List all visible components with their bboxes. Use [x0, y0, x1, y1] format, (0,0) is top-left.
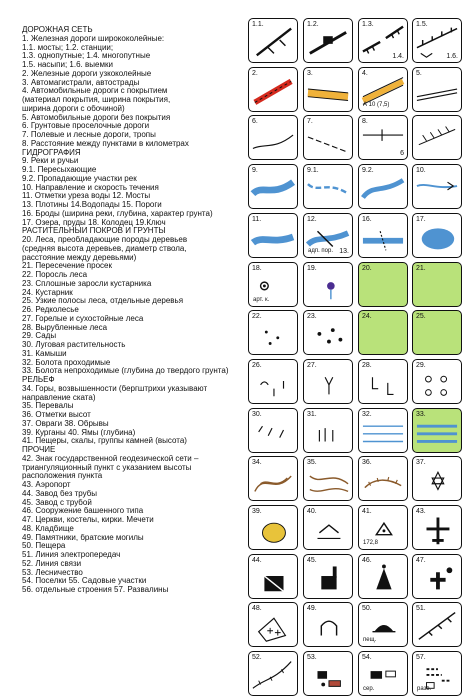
symbol-number: 43. — [416, 508, 426, 515]
symbol-cell — [358, 408, 408, 453]
legend-line: 51. Линия электропередач — [22, 551, 121, 559]
legend-line: 34. Горы, возвышенности (бергштрихи указывают — [22, 384, 208, 393]
legend-line: 10. Направление и скорость течения — [22, 183, 159, 192]
symbol-cell — [412, 310, 462, 355]
symbol-cell — [358, 67, 408, 112]
symbol-number: 1.1. — [252, 21, 264, 28]
symbol-number: 26. — [252, 361, 262, 369]
legend-line: 1. Железная дороги ширококолейные: — [22, 34, 165, 43]
symbol-cell — [248, 67, 298, 112]
symbol-label: разв. — [417, 686, 432, 693]
legend-line: 44. Завод без трубы — [22, 489, 98, 498]
symbol-number: 2. — [252, 69, 258, 77]
symbol-number: 39. — [252, 508, 262, 515]
legend-line: 54. Поселки 55. Садовые участки — [22, 577, 147, 586]
legend-line: 20. Леса, преобладающие породы деревьев — [22, 236, 188, 244]
legend-line: 30. Луговая растительность — [22, 341, 126, 349]
symbol-number: 24. — [362, 313, 372, 321]
symbol-cell — [248, 310, 298, 355]
symbol-number: 23. — [307, 313, 317, 321]
symbol-cell — [303, 18, 353, 63]
symbol-number: 28. — [362, 361, 372, 369]
symbol-cell — [412, 456, 462, 501]
legend-line: 53. Лесничество — [22, 568, 83, 577]
legend-line: 56. отдельные строения 57. Развалины — [22, 586, 169, 594]
symbol-cell — [248, 408, 298, 453]
legend-line: 3. Автомагистрали, автострады — [22, 78, 140, 87]
symbol-cell — [303, 505, 353, 550]
legend-line: 35. Перевалы — [22, 402, 74, 411]
symbol-cell — [412, 602, 462, 647]
symbol-cell — [303, 115, 353, 160]
map-symbol — [413, 116, 461, 159]
symbol-cell — [303, 67, 353, 112]
symbol-number-secondary: 1.4. — [392, 53, 404, 60]
legend-line: 43. Аэропорт — [22, 481, 71, 489]
symbol-cell — [248, 115, 298, 160]
legend-line: 17. Озера, пруды 18. Колодец 19.Ключ — [22, 218, 166, 227]
symbol-cell — [248, 651, 298, 696]
symbol-number: 1.5. — [416, 21, 428, 28]
symbol-number: 20. — [362, 264, 372, 272]
symbol-label: А 10 (7,5) — [363, 101, 390, 108]
symbol-cell — [303, 359, 353, 404]
symbol-number: 29. — [416, 361, 426, 369]
legend-heading: ПРОЧИЕ — [22, 446, 56, 454]
legend-line: 48. Кладбище — [22, 524, 74, 533]
symbol-cell — [358, 505, 408, 550]
symbol-number: 12. — [307, 215, 317, 223]
symbol-cell — [412, 359, 462, 404]
symbol-number: 17. — [416, 215, 426, 223]
legend-line: расположения пункта — [22, 472, 103, 481]
symbol-number-secondary: 13. — [339, 247, 349, 255]
legend-line: 32. Болота проходимые — [22, 358, 111, 367]
legend-line: 49. Памятники, братские могилы — [22, 533, 144, 542]
symbol-number: 47. — [416, 556, 426, 564]
symbol-number: 25. — [416, 313, 426, 321]
symbol-cell — [303, 602, 353, 647]
legend-line: (средняя высота деревьев, диаметр ствола, — [22, 244, 187, 253]
legend-line: 41. Пещеры, скалы, группы камней (высота) — [22, 437, 187, 446]
legend-line: 1.1. мосты; 1.2. станции; — [22, 43, 114, 52]
legend-line: 36. Отметки высот — [22, 411, 91, 419]
legend-line: 16. Броды (ширина реки, глубина, характер грунта) — [22, 209, 213, 218]
legend-line: 13. Плотины 14.Водопады 15. Пороги — [22, 201, 162, 209]
legend-heading: ГИДРОГРАФИЯ — [22, 148, 81, 157]
legend-line: 1.3. однопутные; 1.4. многопутные — [22, 52, 151, 61]
symbol-number: 36. — [362, 459, 372, 467]
symbol-cell — [303, 408, 353, 453]
symbol-number: 41. — [362, 508, 372, 515]
symbol-number: 27. — [307, 361, 317, 369]
legend-text — [22, 26, 250, 595]
symbol-number: 35. — [307, 459, 317, 467]
symbol-number: 8. — [362, 118, 368, 126]
legend-line: (материал покрытия, ширина покрытия, — [22, 96, 171, 104]
symbol-number: 9. — [252, 167, 258, 175]
symbol-number: 16. — [362, 215, 372, 223]
legend-line: 50. Пещера — [22, 542, 66, 551]
symbol-cell — [248, 602, 298, 647]
legend-line: 46. Сооружение башенного типа — [22, 507, 144, 516]
symbol-number: 52. — [252, 654, 262, 662]
legend-line: 7. Полевые и лесные дороги, тропы — [22, 131, 156, 139]
symbol-number-secondary: 1.6. — [446, 53, 458, 60]
symbol-cell — [358, 115, 408, 160]
symbol-number: 1.2. — [307, 21, 319, 28]
symbol-number: 57. — [416, 654, 426, 662]
symbol-cell — [303, 164, 353, 209]
symbol-number: 37. — [416, 459, 426, 467]
symbol-label: 172,8 — [363, 540, 379, 546]
legend-line: 6. Грунтовые проселочные дороги — [22, 122, 150, 131]
legend-heading: РЕЛЬЕФ — [22, 376, 55, 384]
symbol-number: 49. — [307, 605, 317, 613]
symbol-number: 33. — [416, 410, 426, 418]
symbol-cell — [248, 359, 298, 404]
legend-line: 9.1. Пересыхающие — [22, 166, 97, 174]
symbol-number: 48. — [252, 605, 262, 613]
symbol-number: 22. — [252, 313, 262, 321]
symbol-cell — [248, 18, 298, 63]
symbol-number: 30. — [252, 410, 262, 418]
symbol-number: 6. — [252, 118, 258, 126]
symbol-label: сер. — [363, 686, 375, 693]
legend-line: 2. Железные дороги узкоколейные — [22, 69, 152, 78]
symbol-cell — [358, 213, 408, 258]
legend-line: 21. Пересечение просек — [22, 262, 112, 271]
legend-line: 22. Поросль леса — [22, 271, 88, 279]
symbol-cell — [303, 554, 353, 599]
symbol-cell — [358, 310, 408, 355]
legend-line: 25. Узкие полосы леса, отдельные деревья — [22, 297, 184, 306]
legend-line: 33. Болота непроходимые (глубина до твердого грунта) — [22, 367, 229, 376]
legend-line: 31. Камыши — [22, 349, 67, 358]
symbol-cell — [248, 164, 298, 209]
symbol-grid — [248, 18, 462, 693]
symbol-number: 9.1. — [307, 167, 319, 175]
symbol-cell — [248, 554, 298, 599]
symbol-label: пещ. — [363, 637, 377, 644]
symbol-cell — [358, 262, 408, 307]
legend-line: 23. Сплошные заросли кустарника — [22, 279, 152, 288]
symbol-number: 9.2. — [362, 167, 374, 175]
symbol-cell — [248, 262, 298, 307]
legend-line: направление ската) — [22, 393, 96, 402]
legend-line: 11. Отметки уреза воды 12. Мосты — [22, 192, 151, 201]
symbol-number: 10. — [416, 167, 426, 175]
legend-line: 5. Автомобильные дороги без покрытия — [22, 113, 171, 122]
symbol-cell — [248, 505, 298, 550]
legend-heading: ДОРОЖНАЯ СЕТЬ — [22, 26, 93, 34]
symbol-number: 50. — [362, 605, 372, 613]
legend-line: 27. Горелые и сухостойные леса — [22, 314, 144, 323]
symbol-cell — [358, 456, 408, 501]
legend-line: 9.2. Пропадающие участки рек — [22, 174, 137, 183]
symbol-number: 4. — [362, 69, 368, 77]
symbol-label: арт. к. — [253, 296, 270, 303]
symbol-cell — [303, 651, 353, 696]
legend-line: 45. Завод с трубой — [22, 498, 92, 507]
symbol-cell — [412, 67, 462, 112]
symbol-number: 5. — [416, 69, 422, 77]
legend-line: 28. Вырубленные леса — [22, 323, 108, 332]
symbol-number: 46. — [362, 556, 372, 564]
symbol-cell — [412, 408, 462, 453]
symbol-cell — [358, 164, 408, 209]
legend-line: расстояние между деревьями) — [22, 253, 137, 262]
legend-line: 39. Курганы 40. Ямы (глубина) — [22, 428, 136, 437]
legend-line: 24. Кустарник — [22, 288, 73, 297]
symbol-number: 44. — [252, 556, 262, 564]
symbol-cell — [412, 505, 462, 550]
symbol-cell — [248, 456, 298, 501]
symbol-number: 51. — [416, 605, 426, 613]
symbol-cell — [412, 262, 462, 307]
symbol-cell — [412, 115, 462, 160]
symbol-number-secondary: 6 — [400, 150, 404, 158]
symbol-cell — [412, 213, 462, 258]
legend-line: 42. Знак государственной геодезической сети – — [22, 454, 199, 463]
symbol-number: 45. — [307, 556, 317, 564]
symbol-number: 7. — [307, 118, 313, 126]
legend-line: 8. Расстояние между пунктами в километрах — [22, 139, 189, 148]
legend-line: 4. Автомобильные дороги с покрытием — [22, 87, 168, 96]
symbol-number: 32. — [362, 410, 372, 418]
legend-line: 9. Реки и ручьи — [22, 157, 79, 166]
symbol-number: 54. — [362, 654, 372, 662]
legend-line: 52. Линия связи — [22, 559, 82, 568]
symbol-cell — [303, 262, 353, 307]
legend-line: ширина дороги с обочиной) — [22, 104, 125, 113]
symbol-cell — [358, 554, 408, 599]
symbol-cell — [358, 651, 408, 696]
symbol-number: 19. — [307, 264, 317, 272]
symbol-number: 1.3. — [362, 21, 374, 28]
symbol-number: 18. — [252, 264, 262, 272]
symbol-number: 21. — [416, 264, 426, 272]
symbol-label: адп. пор. — [308, 247, 334, 254]
legend-line: 37. Овраги 38. Обрывы — [22, 419, 109, 428]
symbol-cell — [303, 310, 353, 355]
symbol-cell — [358, 602, 408, 647]
symbol-cell — [358, 359, 408, 404]
legend-line: 47. Церкви, костелы, кирки. Мечети — [22, 516, 154, 524]
legend-line: 29. Сады — [22, 332, 57, 341]
legend-line: 1.5. насыпи; 1.6. выемки — [22, 61, 113, 69]
symbol-cell — [303, 456, 353, 501]
symbol-cell — [358, 18, 408, 63]
symbol-cell — [412, 164, 462, 209]
symbol-cell — [412, 18, 462, 63]
legend-heading: РАСТИТЕЛЬНЫЙ ПОКРОВ И ГРУНТЫ — [22, 227, 166, 236]
symbol-number: 53. — [307, 654, 317, 662]
symbol-number: 31. — [307, 410, 317, 418]
symbol-number: 3. — [307, 69, 313, 77]
symbol-cell — [248, 213, 298, 258]
symbol-number: 40. — [307, 508, 317, 515]
symbol-cell — [412, 651, 462, 696]
symbol-number: 34. — [252, 459, 262, 467]
symbol-cell — [303, 213, 353, 258]
legend-line: триангуляционный пункт с указанием высоты — [22, 463, 192, 472]
symbol-number: 11. — [252, 215, 262, 223]
legend-line: 26. Редколесье — [22, 306, 79, 314]
symbol-cell — [412, 554, 462, 599]
